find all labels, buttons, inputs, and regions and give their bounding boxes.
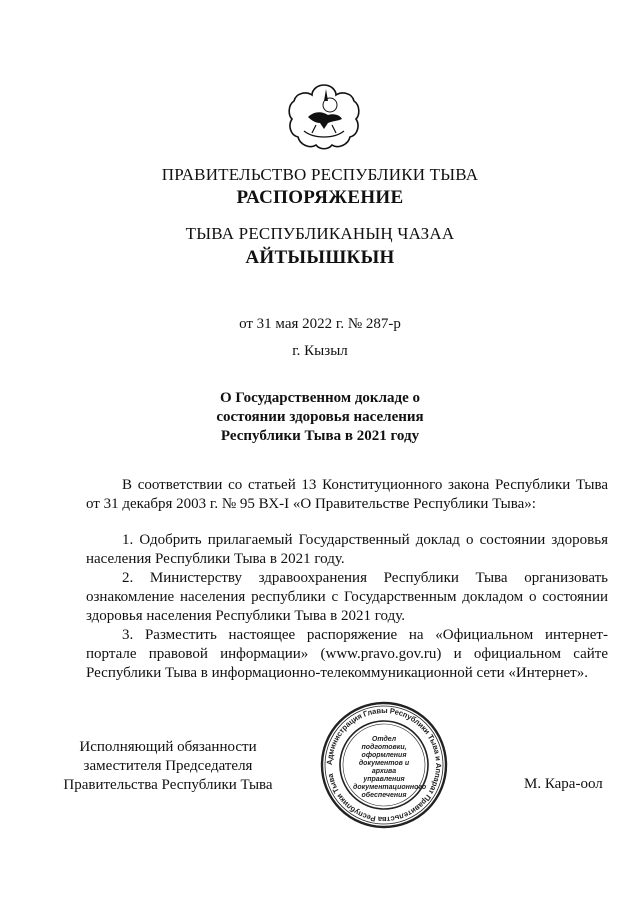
stamp-line: обеспечения <box>361 792 407 799</box>
government-name-ru: ПРАВИТЕЛЬСТВО РЕСПУБЛИКИ ТЫВА <box>161 165 479 184</box>
item-3-paragraph: 3. Разместить настоящее распоряжение на «Официальном интернет-портале правовой информации» (www.pravo.gov.ru) и официальном сайте Республики Тыва в информационно-телекоммуникационной сети «Интернет». <box>86 627 608 681</box>
stamp-line: подготовки, <box>361 744 407 751</box>
signatory-position <box>58 738 278 795</box>
document-type-tyv: АЙТЫЫШКЫН <box>245 247 395 268</box>
stamp-line: Отдел <box>371 736 397 743</box>
position-line: Исполняющий обязанности <box>79 739 257 755</box>
title-line: Республики Тыва в 2021 году <box>220 428 420 444</box>
date-and-number: от 31 мая 2022 г. № 287-р <box>239 316 401 332</box>
stamp-center-text <box>353 736 427 800</box>
signatory-name: М. Кара-оол <box>524 776 603 792</box>
item-1-paragraph: 1. Одобрить прилагаемый Государственный доклад о состоянии здоровья населения Республики Тыва в 2021 году. <box>86 532 608 567</box>
position-line: Правительства Республики Тыва <box>63 777 273 793</box>
stamp-line: оформления <box>361 752 407 759</box>
stamp-line: документационного <box>353 784 427 791</box>
coat-of-arms-icon <box>286 83 362 151</box>
preamble-paragraph: В соответствии со статьей 13 Конституционного закона Республики Тыва от 31 декабря 2003 г. № 95 ВХ-I «О Правительстве Республики Тыва»: <box>86 477 608 512</box>
item-2-paragraph: 2. Министерству здравоохранения Республики Тыва организовать ознакомление населения республики с Государственным докладом о состоянии здоровья населения Республики Тыва в 2021 году. <box>86 570 608 624</box>
title-line: О Государственном докладе о <box>220 390 420 406</box>
stamp-line: документов и архива <box>358 760 410 775</box>
stamp-line: управления <box>363 776 405 783</box>
position-line: заместителя Председателя <box>83 758 253 774</box>
city: г. Кызыл <box>292 343 348 359</box>
document-title <box>0 389 640 446</box>
stamp-ring-text: Администрация Главы Республики Тыва и Аппарат Правительства Республики Тыва <box>324 705 444 825</box>
government-name-tyv: ТЫВА РЕСПУБЛИКАНЫҢ ЧАЗАА <box>185 224 455 243</box>
title-line: состоянии здоровья населения <box>216 409 424 425</box>
document-type-ru: РАСПОРЯЖЕНИЕ <box>236 187 404 208</box>
